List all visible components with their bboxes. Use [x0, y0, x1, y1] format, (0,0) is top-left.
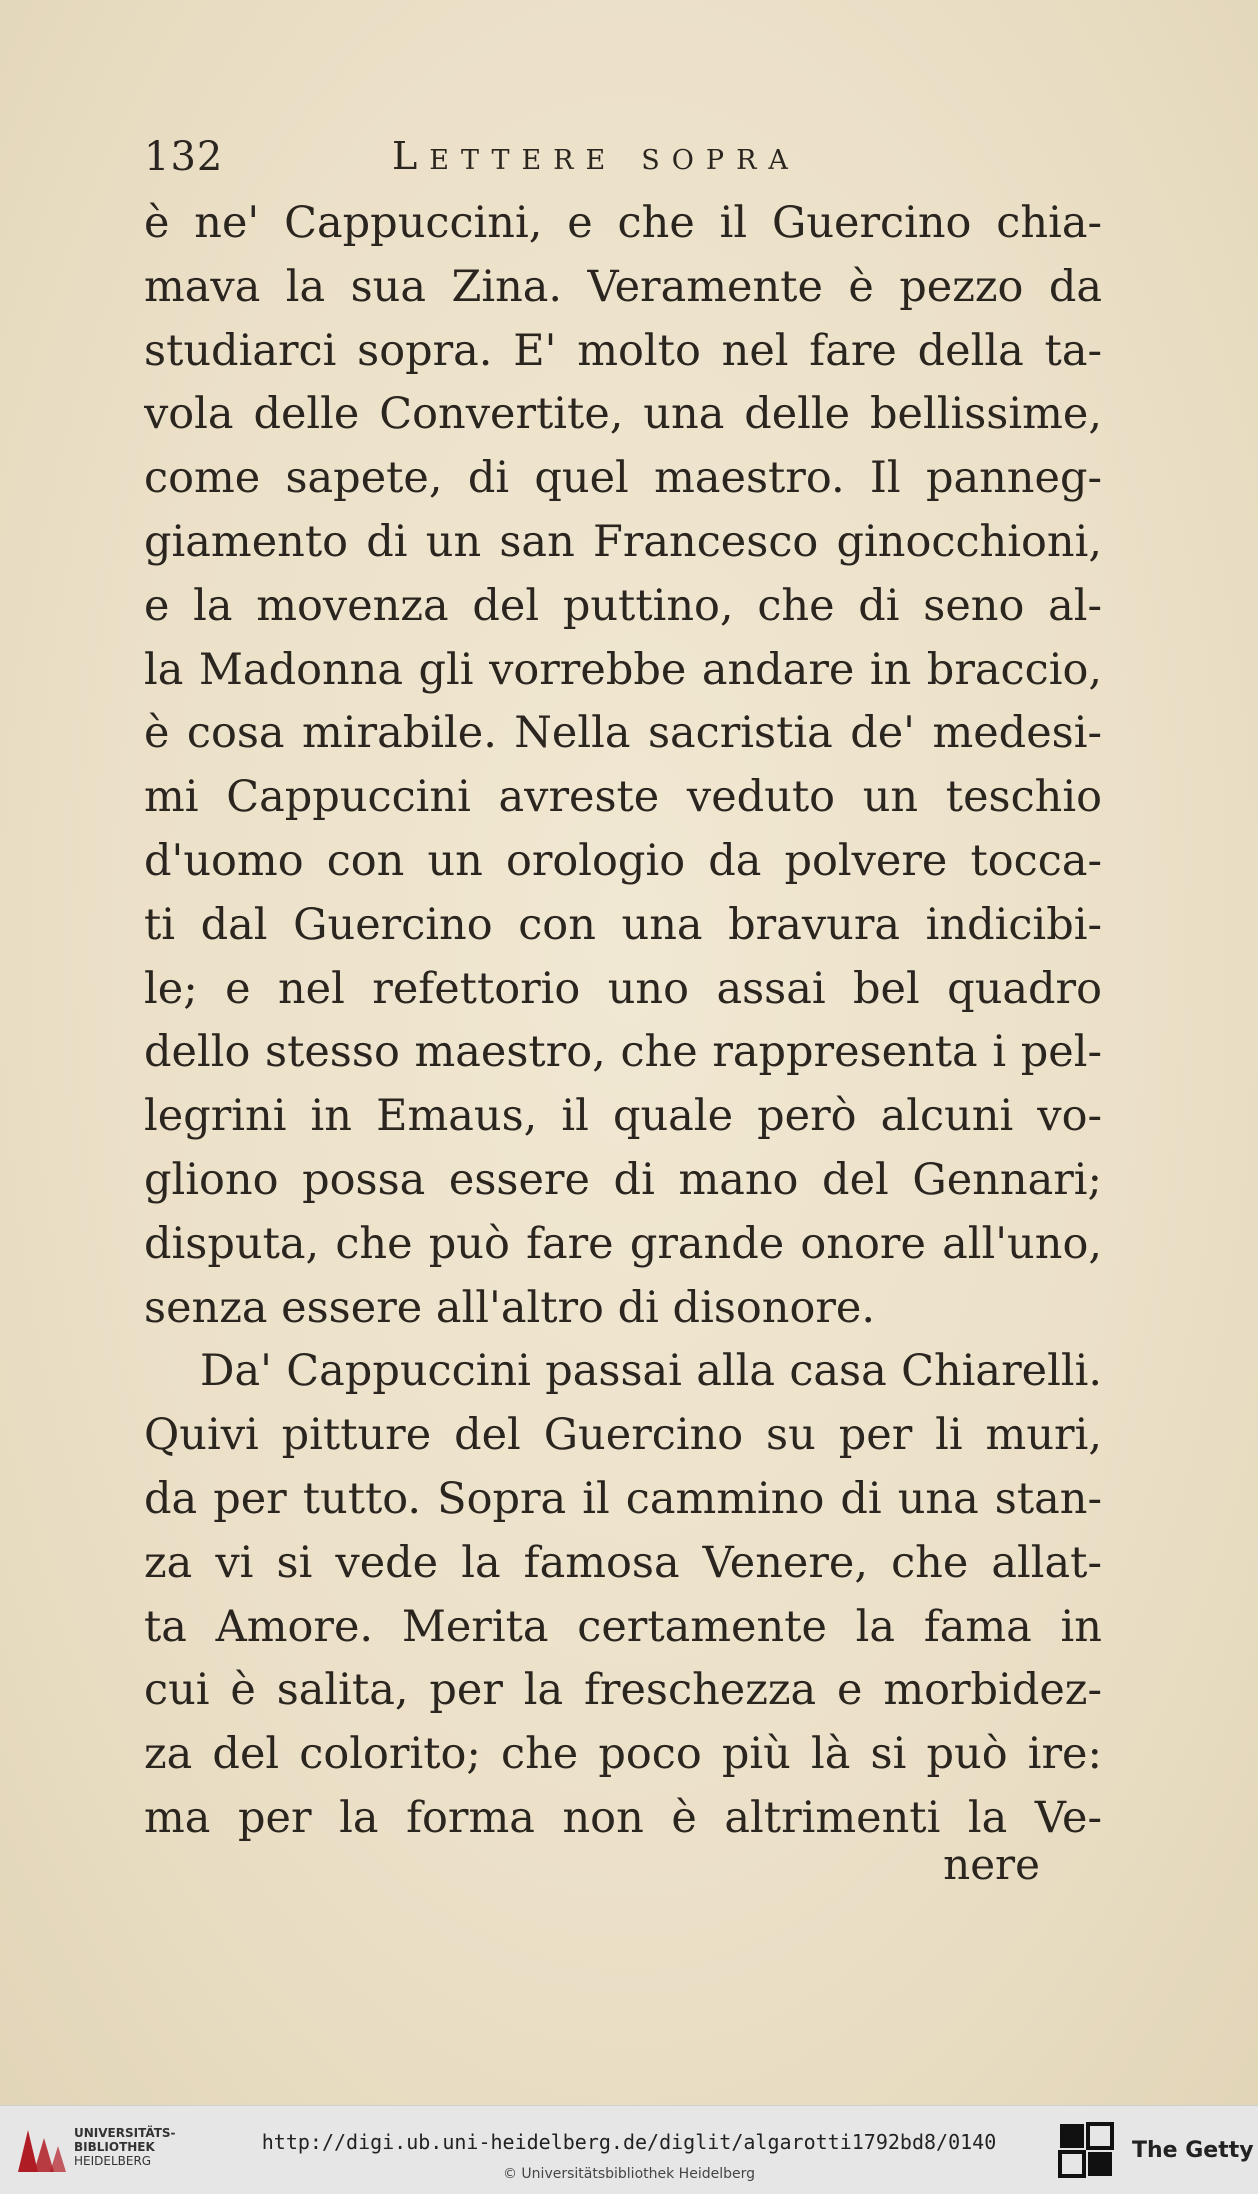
text-line: za del colorito; che poco più là si può ire: — [144, 1729, 1102, 1780]
text-line: legrini in Emaus, il quale però alcuni vo- — [144, 1091, 1102, 1142]
library-name-line: UNIVERSITÄTS- — [74, 2126, 176, 2140]
text-line: le; e nel refettorio uno assai bel quadro — [144, 963, 1102, 1014]
text-line: studiarci sopra. E' molto nel fare della ta- — [144, 325, 1102, 376]
text-line: vola delle Convertite, una delle bellissime, — [144, 389, 1102, 440]
text-line: come sapete, di quel maestro. Il panneg- — [144, 453, 1102, 504]
text-line: cui è salita, per la freschezza e morbidez- — [144, 1665, 1102, 1716]
library-name-line: HEIDELBERG — [74, 2154, 152, 2168]
text-line: d'uomo con un orologio da polvere tocca- — [144, 835, 1102, 886]
page-header — [144, 134, 1104, 188]
text-line: ti dal Guercino con una bravura indicibi- — [144, 899, 1102, 950]
text-line: ta Amore. Merita certamente la fama in — [144, 1601, 1102, 1652]
viewer-footer — [0, 2105, 1258, 2194]
text-line: Da' Cappuccini passai alla casa Chiarelli. — [200, 1346, 1102, 1397]
text-line: dello stesso maestro, che rappresenta i pel- — [144, 1027, 1102, 1078]
text-line: senza essere all'altro di disonore. — [144, 1282, 876, 1333]
partner-name: The Getty — [1132, 2138, 1254, 2163]
text-line: mi Cappuccini avreste veduto un teschio — [144, 772, 1102, 823]
body-text — [144, 192, 1102, 1851]
running-title: Lettere sopra — [392, 134, 800, 178]
text-line: mava la sua Zina. Veramente è pezzo da — [144, 261, 1102, 312]
text-line: e la movenza del puttino, che di seno al- — [144, 580, 1102, 631]
catchword: nere — [943, 1840, 1040, 1889]
text-line: è ne' Cappuccini, e che il Guercino chia- — [144, 198, 1102, 248]
text-line: giamento di un san Francesco ginocchioni, — [144, 516, 1102, 567]
text-line: da per tutto. Sopra il cammino di una stan- — [144, 1473, 1102, 1524]
text-line: disputa, che può fare grande onore all'uno, — [144, 1218, 1102, 1269]
text-line: la Madonna gli vorrebbe andare in braccio, — [144, 644, 1102, 695]
text-line: ma per la forma non è altrimenti la Ve- — [144, 1792, 1102, 1843]
permalink-url[interactable]: http://digi.ub.uni-heidelberg.de/diglit/algarotti1792bd8/0140 — [261, 2130, 997, 2154]
library-name-line: BIBLIOTHEK — [74, 2140, 155, 2154]
text-line: è cosa mirabile. Nella sacristia de' medesi- — [144, 708, 1102, 759]
text-line: za vi si vede la famosa Venere, che allat- — [144, 1537, 1102, 1588]
page-number: 132 — [144, 134, 224, 180]
getty-logo-icon — [1058, 2122, 1114, 2180]
copyright-notice: © Universitätsbibliothek Heidelberg — [502, 2166, 755, 2182]
text-line: Quivi pitture del Guercino su per li muri, — [144, 1410, 1102, 1461]
text-line: gliono possa essere di mano del Gennari; — [144, 1154, 1102, 1205]
